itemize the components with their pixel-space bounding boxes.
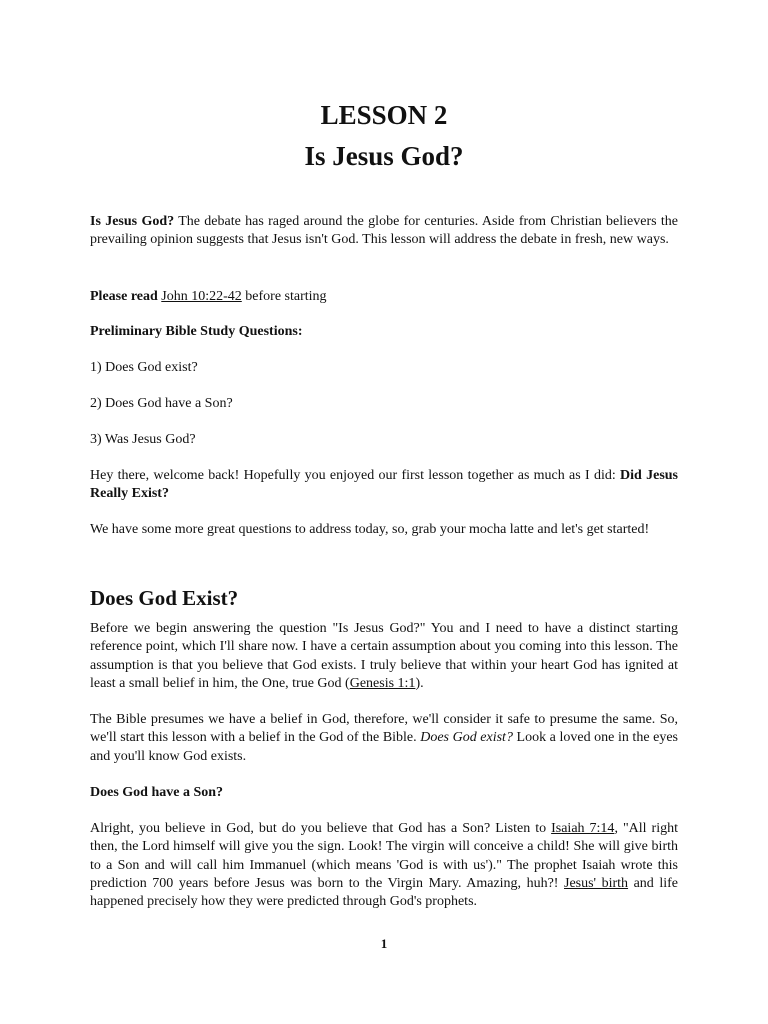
question-1: 1) Does God exist? bbox=[90, 360, 198, 375]
section1-p2-text: The Bible presumes we have a belief in God, therefore, we'll consider it safe to presume the same. So, we'll start this lesson with a belief in the God of the Bible. bbox=[90, 712, 678, 746]
genesis-link[interactable]: Genesis 1:1 bbox=[349, 675, 416, 691]
section-heading-god-exist: Does God Exist? bbox=[90, 586, 239, 610]
page-number: 1 bbox=[380, 936, 388, 951]
section2-paragraph bbox=[90, 820, 678, 911]
more-paragraph: We have some more great questions to address today, so, grab your mocha latte and let's get started! bbox=[90, 522, 650, 537]
section1-paragraph1 bbox=[90, 620, 678, 693]
section2-heading: Does God have a Son? bbox=[90, 785, 224, 800]
section1-p1-text: Before we begin answering the question "Is Jesus God?" You and I need to have a distinct starting reference point, which I'll share now. I have a certain assumption about you coming into this lesson. The assumption is that you believe that God exists. I truly believe that within your heart God has ignited at least a small belief in him, the One, true God ( bbox=[90, 621, 678, 691]
welcome-bold: Did Jesus Really Exist? bbox=[90, 468, 678, 502]
section2-text1: Alright, you believe in God, but do you believe that God has a Son? Listen to bbox=[90, 821, 552, 836]
welcome-text: Hey there, welcome back! Hopefully you enjoyed our first lesson together as much as I did: bbox=[90, 468, 621, 483]
section1-p2-italic: Does God exist? bbox=[420, 730, 513, 746]
section1-p1-end: ). bbox=[415, 675, 424, 691]
welcome-paragraph bbox=[90, 467, 678, 504]
john-link[interactable]: John 10:22-42 bbox=[161, 289, 242, 304]
jesus-birth-link[interactable]: Jesus' birth bbox=[564, 875, 629, 891]
section1-paragraph2 bbox=[90, 711, 678, 766]
section2-text3: and life happened precisely how they were predicted through God's prophets. bbox=[90, 875, 678, 910]
please-read-line bbox=[90, 288, 678, 306]
question-3: 3) Was Jesus God? bbox=[90, 432, 196, 447]
lesson-number: LESSON 2 bbox=[320, 100, 448, 130]
preliminary-heading: Preliminary Bible Study Questions: bbox=[90, 324, 303, 339]
intro-paragraph bbox=[90, 213, 678, 250]
please-read-after: before starting bbox=[241, 289, 327, 304]
section2-text2: , "All right then, the Lord himself will give you the sign. Look! The virgin will conceive a child! She will give birth to a Son and will call him Immanuel (which means 'God is with us')." The prophet Isaiah wrote this prediction 700 years before Jesus was born to the Virgin Mary. Amazing, huh?! bbox=[90, 821, 678, 891]
section1-p2-end: Look a loved one in the eyes and you'll know God exists. bbox=[90, 730, 678, 764]
question-2: 2) Does God have a Son? bbox=[90, 396, 233, 411]
intro-lead: Is Jesus God? bbox=[90, 214, 175, 229]
intro-text: The debate has raged around the globe for centuries. Aside from Christian believers the prevailing opinion suggests that Jesus isn't God. This lesson will address the debate in fresh, new ways. bbox=[90, 214, 678, 248]
lesson-title: Is Jesus God? bbox=[304, 141, 464, 171]
isaiah-link[interactable]: Isaiah 7:14 bbox=[551, 821, 615, 836]
please-read-label: Please read bbox=[90, 289, 158, 304]
